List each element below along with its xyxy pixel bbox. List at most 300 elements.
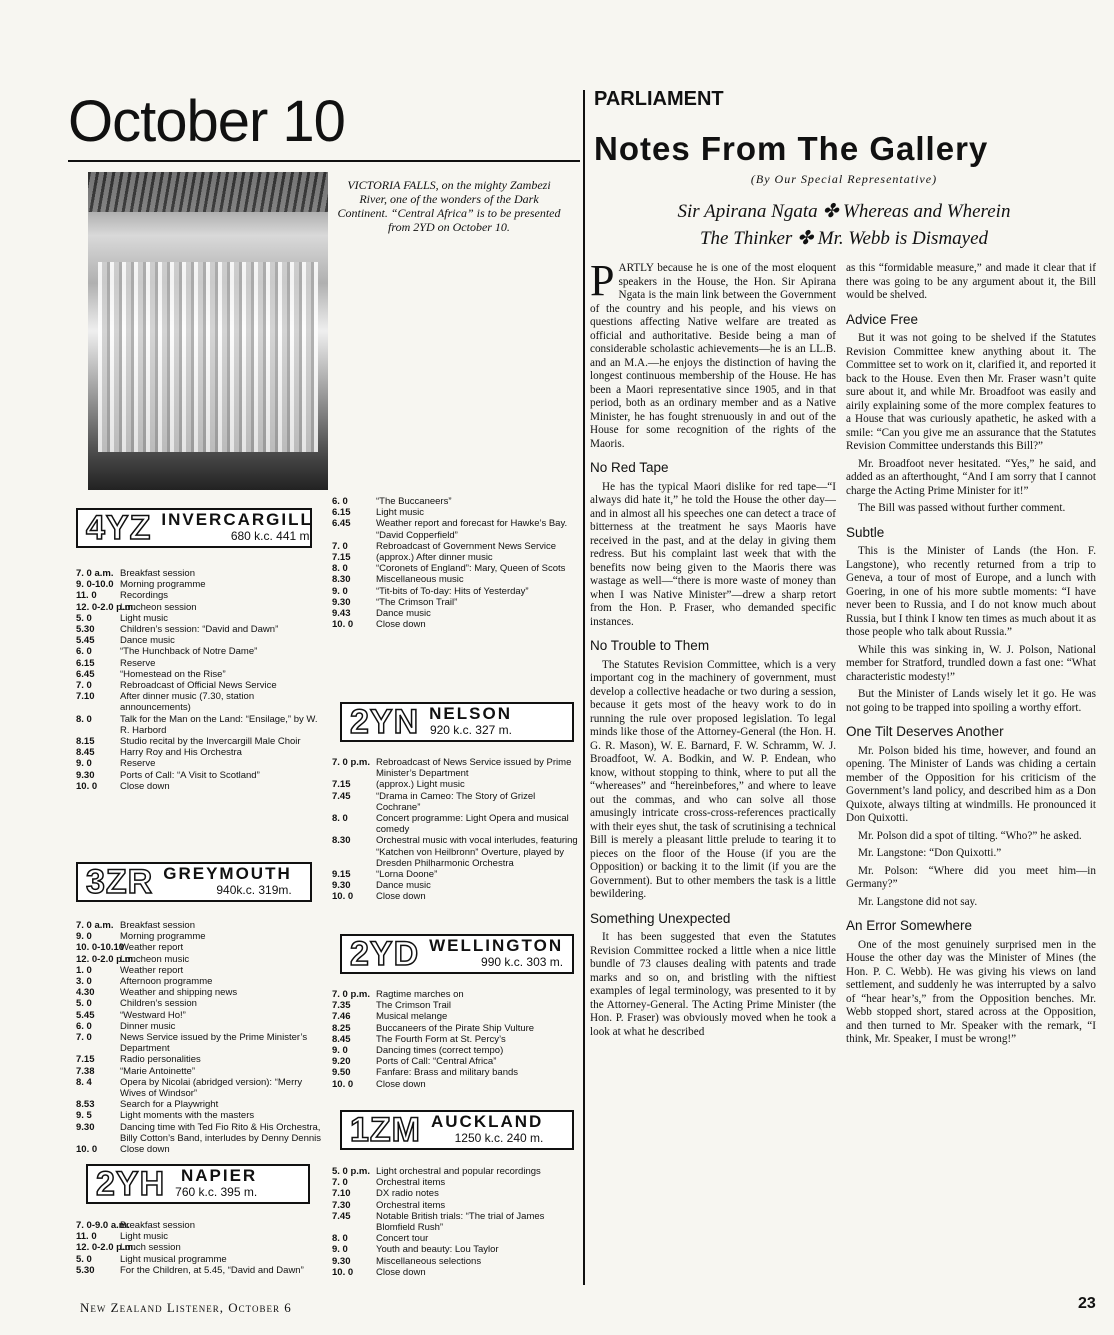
programme-title: Light musical programme [120, 1253, 227, 1265]
programme-time: 7.10 [332, 1188, 351, 1200]
programme-title: Ports of Call: “Central Africa” [376, 1056, 497, 1068]
programme-item [332, 1200, 578, 1211]
programme-list-2yd [332, 989, 578, 1090]
programme-time: 10. 0 [76, 780, 98, 792]
programme-item [76, 1021, 324, 1032]
programme-title: Weather report [120, 964, 184, 976]
programme-item [332, 608, 578, 619]
programme-time: 11. 0 [76, 1231, 97, 1243]
programme-title: Orchestral items [376, 1199, 446, 1211]
programme-item [76, 1220, 324, 1231]
programme-title: Radio personalities [120, 1054, 201, 1066]
programme-time: 9.15 [332, 869, 351, 881]
programme-time: 9. 0 [332, 585, 348, 597]
programme-item [76, 758, 324, 769]
programme-item [332, 574, 578, 585]
programme-title: Musical melange [376, 1011, 448, 1023]
programme-time: 8.15 [76, 736, 95, 748]
programme-item [76, 747, 324, 758]
programme-item [76, 658, 324, 669]
programme-item [332, 541, 578, 552]
station-frequency: 1250 k.c. 240 m. [454, 1131, 544, 1145]
programme-item [76, 1010, 324, 1021]
programme-item [332, 880, 578, 891]
station-info [175, 1167, 257, 1201]
page-title: October 10 [68, 89, 345, 154]
programme-time: 9. 0 [76, 758, 92, 770]
programme-time: 7.15 [332, 779, 351, 791]
station-info [429, 937, 563, 971]
programme-time: 9.30 [76, 1121, 95, 1133]
paragraph: Mr. Polson bided his time, however, and found an opening. The Minister of Lands was chiding a certain member of the Opposition for his criticism of the Government’s land policy, and described him as a Don Quixote, always tilting at windmills. He pronounced it Don Quixotti. [846, 744, 1096, 824]
programme-title: Concert tour [376, 1233, 429, 1245]
programme-item [332, 891, 578, 902]
programme-title: Children’s session [120, 998, 197, 1010]
programme-title: News Service issued by the Prime Minister’s Department [120, 1032, 308, 1055]
programme-time: 9.20 [332, 1056, 351, 1068]
programme-item [332, 563, 578, 574]
subheading: One Tilt Deserves Another [846, 724, 1004, 739]
programme-item [76, 568, 324, 579]
programme-time: 10. 0 [332, 891, 354, 903]
programme-item [332, 1011, 578, 1022]
programme-item [332, 1188, 578, 1199]
programme-title: Breakfast session [120, 920, 195, 931]
programme-item [332, 1056, 578, 1067]
programme-item [332, 1034, 578, 1045]
programme-title: Lunch session [120, 1242, 181, 1254]
programme-time: 6. 0 [76, 1020, 92, 1032]
programme-item [332, 518, 578, 540]
paragraph: But it was not going to be shelved if the Statutes Revision Committee knew anything about it. The Committee set to work on it, clarified it, and reported it back to the House. Even then Mr. Fraser wasn’t quite sure about it, and while Mr. Broadfoot was easily and airily explaining some of the more complex features to a House that was curiously apathetic, he asked with a smile: “Can you give me an assurance that the Statutes Revision Committee understands this Bill?” [846, 332, 1096, 452]
title-rule [68, 160, 580, 162]
programme-title: Close down [376, 891, 426, 903]
programme-time: 5. 0 [76, 1253, 92, 1265]
section-label: PARLIAMENT [594, 88, 724, 110]
programme-time: 8.30 [332, 835, 351, 847]
programme-item [332, 1045, 578, 1056]
programme-title: “The Crimson Trail” [376, 596, 458, 608]
station-frequency: 920 k.c. 327 m. [429, 723, 512, 737]
programme-time: 8. 0 [332, 813, 348, 825]
programme-item [332, 1233, 578, 1244]
programme-title: Rebroadcast of News Service issued by Prime Minister’s Department [376, 757, 572, 780]
programme-title: (approx.) Light music [376, 779, 465, 791]
station-header-1zm [340, 1110, 574, 1150]
tree-foliage [88, 172, 328, 212]
programme-title: Dance music [376, 608, 431, 620]
programme-item [332, 586, 578, 597]
programme-title: Buccaneers of the Pirate Ship Vulture [376, 1022, 535, 1034]
programme-title: Light music [376, 507, 425, 519]
subheading: No Trouble to Them [590, 638, 710, 653]
programme-time: 8. 4 [76, 1076, 92, 1088]
programme-title: Breakfast session [120, 1220, 195, 1231]
callsign: 2YN [350, 702, 420, 741]
programme-item [332, 507, 578, 518]
programme-title: Studio recital by the Invercargill Male Choir [120, 736, 301, 748]
programme-item [76, 942, 324, 953]
paragraph: One of the most genuinely surprised men in the House the other day was the Minister of Mines (the Hon. P. C. Webb). He was giving his views on land settlement, and suddenly he was interrupted by a salvo of “hear hear’s,” from the Opposition benches. Mr. Webb stopped short, stared across at the Opposition, and then turned to Mr. Speaker with the remark, “I think, Mr. Speaker, I must be wrong!” [846, 938, 1096, 1045]
programme-title: Weather report and forecast for Hawke’s Bay. “David Copperfield” [376, 518, 568, 541]
programme-title: Orchestral items [376, 1177, 446, 1189]
programme-time: 7. 0 a.m. [76, 568, 114, 579]
paragraph: ARTLY because he is one of the most eloquent speakers in the House, the Hon. Sir Apirana Ngata is the main link between the Government of the country and his people, and his views on questions affecting Native welfare are treated as official and authoritative. Beside being a man of considerable scholastic achievements—he is an LL.B. and an M.A.—he enjoys the distinction of having the longest continuous membership of the House. He has been a Maori representative since 1905, and in that period, both as an ordinary member and as a Native Minister, he has fought strenuously in and out of the House for some recognition of the rights of the Maoris. [590, 262, 836, 450]
paragraph: This is the Minister of Lands (the Hon. F. Langstone), who recently returned from a trip to Geneva, a tour of most of Europe, and a lunch with Goering, in one of his more subtle moments: “I have never been to Russia, and I do not know much about Russia, but I think I know ten times as much about it as those people who talk about Russia.” [846, 545, 1096, 638]
programme-title: Luncheon session [120, 601, 197, 613]
programme-item [76, 579, 324, 590]
station-header-2yn [340, 702, 574, 742]
programme-time: 7.15 [332, 552, 351, 564]
programme-title: Morning programme [120, 931, 206, 943]
callsign: 4YZ [86, 508, 152, 547]
programme-item [76, 669, 324, 680]
programme-time: 6.15 [76, 657, 95, 669]
programme-item [332, 1256, 578, 1267]
programme-title: Dancing time with Ted Fio Rito & His Orchestra, Billy Cotton’s Band, interludes by Denny Dennis [120, 1121, 322, 1144]
programme-time: 3. 0 [76, 976, 92, 988]
programme-title: Ports of Call: “A Visit to Scotland” [120, 769, 260, 781]
programme-title: Dancing times (correct tempo) [376, 1045, 504, 1057]
programme-title: “Lorna Doone” [376, 869, 438, 881]
programme-time: 7.46 [332, 1011, 351, 1023]
programme-item [76, 646, 324, 657]
programme-item [76, 1122, 324, 1144]
programme-title: Dinner music [120, 1020, 176, 1032]
programme-item [76, 954, 324, 965]
programme-title: “Westward Ho!” [120, 1009, 186, 1021]
paragraph: Mr. Broadfoot never hesitated. “Yes,” he said, and added as an afterthought, “And I am sorry that I cannot charge the Acting Prime Minister for it!” [846, 457, 1096, 497]
article-deck [594, 198, 1094, 252]
programme-title: Weather and shipping news [120, 987, 238, 999]
station-name: WELLINGTON [429, 936, 564, 955]
programme-time: 5. 0 p.m. [332, 1166, 371, 1177]
programme-title: Close down [376, 619, 426, 631]
paragraph: It has been suggested that even the Statutes Revision Committee rocked a little when a nice little bundle of 73 clauses dealing with patents and trade marks and so on, and bristling with the niftiest examples of legal terminology, was presented to it by the Attorney-General. The Acting Prime Minister (the Hon. P. Fraser) was obviously moved when he took a look at what he described [590, 931, 836, 1038]
programme-title: Notable British trials: “The trial of James Blomfield Rush” [376, 1210, 545, 1234]
programme-time: 5.30 [76, 624, 95, 636]
programme-time: 7. 0 a.m. [76, 920, 114, 931]
article-column-1 [590, 256, 836, 1043]
programme-item [332, 619, 578, 630]
programme-item [76, 590, 324, 601]
programme-title: Breakfast session [120, 568, 195, 579]
programme-title: Morning programme [120, 579, 206, 591]
station-frequency: 940k.c. 319m. [216, 883, 292, 897]
programme-time: 10. 0 [332, 1078, 354, 1090]
programme-title: For the Children, at 5.45, “David and Dawn” [120, 1264, 304, 1276]
programme-item [332, 813, 578, 835]
programme-title: “Homestead on the Rise” [120, 668, 226, 680]
programme-title: “Tit-bits of To-day: Hits of Yesterday” [376, 585, 529, 597]
callsign: 2YD [350, 934, 420, 973]
victoria-falls-photo [88, 172, 328, 490]
programme-time: 7. 0 [332, 1177, 348, 1189]
programme-item [332, 791, 578, 813]
programme-time: 9. 5 [76, 1110, 92, 1122]
programme-list-2yh [76, 1220, 324, 1276]
programme-title: Harry Roy and His Orchestra [120, 747, 242, 759]
programme-title: Close down [376, 1078, 426, 1090]
paragraph: He has the typical Maori dislike for red tape—“I always did hate it,” he told the House the other day—and in almost all his speeches one can detect a trace of bitterness at the treatment he says Maoris have received in the past, and at the delay in giving them redress. But his complaint last week that with the benefits now being given to the Maoris there was wastage as well—“there is more waste of money than when I was Native Minister”—drew a sharp retort from the Hon. P. Fraser, who demanded specific instances. [590, 480, 836, 628]
footer-publication: New Zealand Listener, October 6 [80, 1300, 292, 1315]
programme-time: 7.10 [76, 691, 95, 703]
programme-time: 5.45 [76, 635, 95, 647]
programme-item [332, 496, 578, 507]
programme-item [76, 781, 324, 792]
programme-item [76, 987, 324, 998]
programme-item [332, 757, 578, 779]
drop-cap: P [590, 256, 615, 305]
page-number: 23 [1078, 1295, 1096, 1312]
subheading: No Red Tape [590, 460, 669, 475]
programme-time: 12. 0-2.0 p.m. [76, 601, 136, 613]
programme-item [76, 1077, 324, 1099]
programme-time: 6.45 [332, 518, 351, 530]
programme-title: The Fourth Form at St. Percy’s [376, 1033, 506, 1045]
programme-title: Orchestral music with vocal interludes, featuring “Katchen von Heilbronn” Overture, played by Dresden Philharmonic Orchestra [376, 835, 578, 869]
programme-title: Search for a Playwright [120, 1099, 219, 1111]
programme-time: 7. 0 [332, 540, 348, 552]
programme-time: 6.15 [332, 507, 351, 519]
programme-item [332, 835, 578, 869]
programme-item [76, 1265, 324, 1276]
programme-item [76, 770, 324, 781]
programme-title: The Crimson Trail [376, 1000, 451, 1012]
deck-line: The Thinker ✤ Mr. Webb is Dismayed [699, 228, 989, 249]
programme-item [76, 1110, 324, 1121]
programme-title: Fanfare: Brass and military bands [376, 1067, 519, 1079]
programme-list-4yz [76, 568, 324, 792]
programme-title: Dance music [120, 635, 175, 647]
station-header-2yd [340, 934, 574, 974]
programme-item [332, 1023, 578, 1034]
station-name: AUCKLAND [431, 1112, 544, 1131]
programme-title: Opera by Nicolai (abridged version): “Merry Wives of Windsor” [120, 1076, 303, 1100]
station-info [431, 1113, 543, 1147]
programme-item [76, 1066, 324, 1077]
programme-time: 5. 0 [76, 998, 92, 1010]
programme-title: Light music [120, 612, 169, 624]
programme-time: 7. 0-9.0 a.m. [76, 1220, 130, 1231]
programme-time: 8.45 [76, 747, 95, 759]
programme-item [76, 1099, 324, 1110]
programme-item [76, 736, 324, 747]
programme-time: 10. 0 [332, 619, 354, 631]
programme-title: “Drama in Cameo: The Story of Grizel Cochrane” [376, 790, 536, 813]
programme-item [76, 635, 324, 646]
subheading: Advice Free [846, 311, 919, 327]
programme-time: 7. 0 [76, 1032, 92, 1044]
programme-time: 5.30 [76, 1264, 95, 1276]
subheading: An Error Somewhere [846, 918, 973, 933]
programme-time: 7.30 [332, 1199, 351, 1211]
programme-time: 7.35 [332, 1000, 351, 1012]
programme-time: 10. 0-10.10 [76, 942, 125, 954]
paragraph: Mr. Langstone did not say. [858, 895, 978, 908]
programme-item [76, 1054, 324, 1065]
programme-time: 12. 0-2.0 p.m. [76, 1242, 136, 1254]
article-headline: Notes From The Gallery [594, 130, 989, 167]
station-name: INVERCARGILL [161, 510, 313, 529]
callsign: 2YH [96, 1164, 166, 1203]
programme-time: 9. 0 [332, 1045, 348, 1057]
programme-title: Rebroadcast of Official News Service [120, 680, 277, 692]
programme-item [76, 965, 324, 976]
programme-list-2yh-continued [332, 496, 578, 630]
paragraph: Mr. Polson: “Where did you meet him—in Germany?” [846, 864, 1096, 890]
programme-title: Reserve [120, 657, 156, 669]
programme-time: 9.30 [76, 769, 95, 781]
programme-list-2yn [332, 757, 578, 903]
programme-time: 7.45 [332, 790, 351, 802]
station-header-2yh [86, 1164, 310, 1204]
programme-time: 7. 0 p.m. [332, 989, 371, 1000]
station-name: NAPIER [180, 1166, 258, 1185]
programme-time: 9.30 [332, 596, 351, 608]
subheading: Something Unexpected [590, 910, 731, 926]
programme-time: 5. 0 [76, 612, 92, 624]
station-header-4yz [76, 508, 312, 548]
station-frequency: 990 k.c. 303 m. [481, 955, 564, 969]
programme-title: Close down [120, 1144, 170, 1156]
paragraph: But the Minister of Lands wisely let it go. He was not going to be trapped into spoiling a worthy effort. [846, 688, 1096, 714]
programme-time: 9. 0-10.0 [76, 579, 114, 591]
programme-title: Miscellaneous music [376, 574, 464, 586]
station-frequency: 760 k.c. 395 m. [175, 1185, 258, 1199]
paragraph: as this “formidable measure,” and made it clear that if there was going to be any argument about it, the Bill would be shelved. [846, 262, 1096, 301]
programme-title: Close down [120, 780, 170, 792]
programme-item [332, 1177, 578, 1188]
paragraph: Mr. Langstone: “Don Quixotti.” [858, 847, 1002, 859]
programme-time: 6.45 [76, 668, 95, 680]
programme-time: 9.50 [332, 1067, 351, 1079]
programme-time: 11. 0 [76, 590, 97, 602]
programme-item [332, 869, 578, 880]
programme-title: Talk for the Man on the Land: “Ensilage,” by W. R. Harbord [120, 713, 318, 736]
programme-title: Close down [376, 1266, 426, 1278]
programme-time: 8.45 [332, 1033, 351, 1045]
programme-item [332, 1267, 578, 1278]
station-name: NELSON [429, 704, 512, 723]
programme-item [332, 1211, 578, 1233]
deck-line: Sir Apirana Ngata ✤ Whereas and Wherein [677, 201, 1011, 222]
programme-title: “The Buccaneers” [376, 496, 452, 507]
paragraph: While this was sinking in, W. J. Polson, National member for Stratford, trundled down a fast one: “What characteristic modesty!” [846, 643, 1096, 683]
programme-item [332, 989, 578, 1000]
programme-time: 7.38 [76, 1065, 95, 1077]
programme-time: 9.30 [332, 1255, 351, 1267]
programme-time: 9.43 [332, 608, 351, 620]
programme-title: Light orchestral and popular recordings [376, 1166, 541, 1177]
programme-time: 8. 0 [76, 713, 92, 725]
programme-time: 12. 0-2.0 p.m. [76, 953, 136, 965]
programme-list-3zr [76, 920, 324, 1155]
programme-title: Dance music [376, 880, 431, 892]
programme-item [76, 1231, 324, 1242]
programme-time: 9.30 [332, 880, 351, 892]
programme-item [76, 976, 324, 987]
programme-title: Weather report [120, 942, 184, 954]
programme-title: Recordings [120, 590, 169, 602]
waterfall [98, 262, 318, 452]
programme-list-1zm [332, 1166, 578, 1278]
programme-title: “The Hunchback of Notre Dame” [120, 646, 258, 658]
programme-title: Children’s session: “David and Dawn” [120, 624, 279, 636]
programme-time: 8. 0 [332, 563, 348, 575]
programme-item [76, 1254, 324, 1265]
programme-title: (approx.) After dinner music [376, 552, 493, 564]
programme-time: 7. 0 p.m. [332, 757, 371, 768]
programme-time: 5.45 [76, 1009, 95, 1021]
programme-item [76, 613, 324, 624]
programme-time: 8.30 [332, 574, 351, 586]
programme-item [332, 552, 578, 563]
article-byline: (By Our Special Representative) [750, 172, 938, 186]
programme-title: “Coronets of England”: Mary, Queen of Scots [376, 563, 566, 575]
station-frequency: 680 k.c. 441 m. [230, 529, 313, 543]
programme-time: 8.25 [332, 1022, 351, 1034]
programme-title: DX radio notes [376, 1188, 439, 1200]
programme-item [76, 602, 324, 613]
programme-item [76, 1032, 324, 1054]
paragraph: The Statutes Revision Committee, which is a very important cog in the machinery of government, must develop a collective headache or two during a session, because it gets most of the heavy work to do in running the rule over proposed legislation. To legal minds like those of the Attorney-General (the Hon. H. G. R. Mason), W. E. Barnard, F. W. Schramm, W. J. Broadfoot, W. A. Bodkin, and W. P. Endean, who know, without stopping to think, where to put all the “whereases” and “hereinbefores,” and where to leave out the commas, and who can solve all those amusingly intricate cross-cross-references practically with their eyes shut, the task of scrutinising a technical Bill is merely a pleasant little prelude to tearing it to pieces on the floor of the House (if you are the Opposition) or backing it to the limit (if you are the Government). But to other members the task is a little bewildering. [590, 658, 836, 900]
programme-title: Light moments with the masters [120, 1110, 255, 1122]
programme-item [76, 920, 324, 931]
programme-title: Youth and beauty: Lou Taylor [376, 1244, 499, 1256]
programme-item [332, 1244, 578, 1255]
programme-time: 8.53 [76, 1099, 95, 1111]
programme-item [332, 1166, 578, 1177]
programme-item [332, 597, 578, 608]
photo-caption: VICTORIA FALLS, on the mighty Zambezi River, one of the wonders of the Dark Continent. “Central Africa” is to be presented from 2YD on October 10. [337, 178, 561, 234]
programme-time: 9. 0 [332, 1244, 348, 1256]
station-info [161, 511, 313, 545]
programme-time: 7.15 [76, 1054, 95, 1066]
programme-time: 10. 0 [332, 1266, 354, 1278]
callsign: 3ZR [86, 862, 154, 901]
programme-title: After dinner music (7.30, station announcements) [120, 691, 255, 714]
article-column-2 [846, 262, 1096, 1051]
programme-title: “Marie Antoinette” [120, 1065, 195, 1077]
programme-time: 7.45 [332, 1210, 351, 1222]
programme-time: 4.30 [76, 987, 95, 999]
programme-item [76, 680, 324, 691]
programme-time: 8. 0 [332, 1233, 348, 1245]
programme-item [332, 1000, 578, 1011]
programme-item [76, 624, 324, 635]
programme-item [332, 1079, 578, 1090]
programme-item [76, 931, 324, 942]
programme-item [76, 714, 324, 736]
programme-item [76, 1144, 324, 1155]
station-info [163, 865, 292, 899]
programme-item [76, 691, 324, 713]
column-divider [583, 90, 585, 1285]
programme-title: Concert programme: Light Opera and musical comedy [376, 813, 569, 836]
programme-title: Light music [120, 1231, 169, 1243]
programme-item [76, 1242, 324, 1253]
programme-time: 6. 0 [332, 496, 348, 507]
paragraph: Mr. Polson did a spot of tilting. “Who?” he asked. [858, 829, 1082, 842]
programme-title: Rebroadcast of Government News Service [376, 540, 557, 552]
paragraph: The Bill was passed without further comment. [858, 502, 1066, 514]
programme-time: 1. 0 [76, 964, 92, 976]
station-name: GREYMOUTH [163, 864, 292, 883]
programme-time: 6. 0 [76, 646, 92, 658]
station-info [429, 705, 512, 739]
programme-title: Luncheon music [120, 953, 190, 965]
